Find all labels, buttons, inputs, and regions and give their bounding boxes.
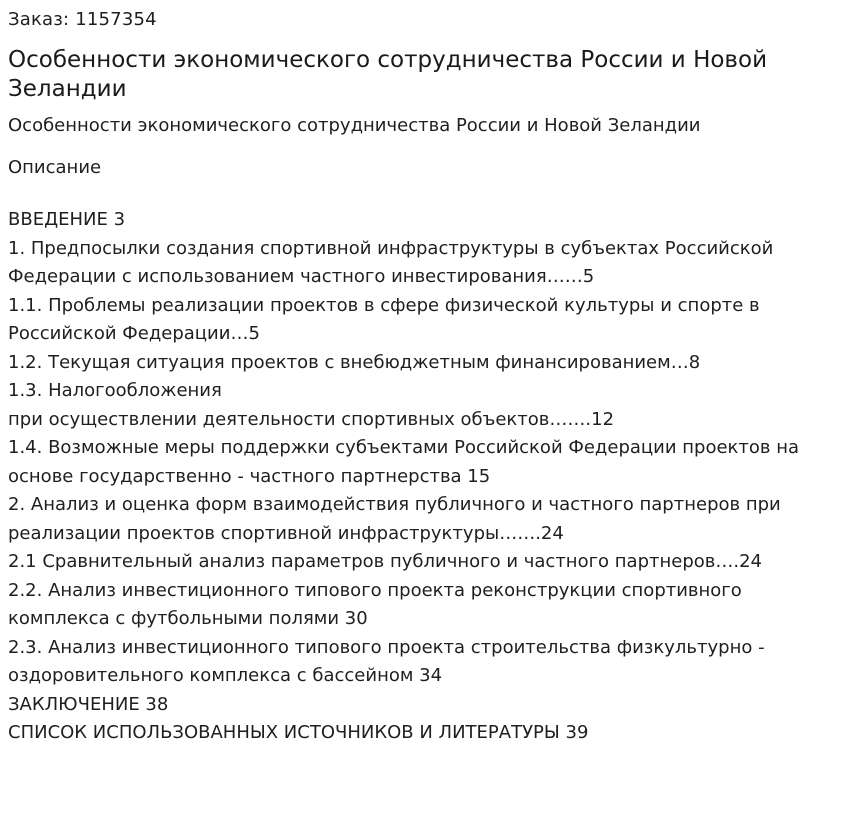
table-of-contents (8, 206, 839, 748)
toc-item: 2. Анализ и оценка форм взаимодействия публичного и частного партнеров при реализации проектов спортивной инфраструктуры…….24 (8, 494, 781, 544)
order-number: Заказ: 1157354 (8, 9, 157, 30)
description-heading: Описание (8, 157, 102, 178)
toc-item: 1. Предпосылки создания спортивной инфраструктуры в субъектах Российской Федерации с использованием частного инвестирования……5 (8, 237, 774, 287)
toc-item: 1.4. Возможные меры поддержки субъектами Российской Федерации проектов на основе государственно - частного партнерства 15 (8, 437, 800, 487)
toc-item: при осуществлении деятельности спортивных объектов…….12 (8, 408, 615, 430)
toc-item: 2.3. Анализ инвестиционного типового проекта строительства физкультурно - оздоровительного комплекса с бассейном 34 (8, 636, 765, 686)
toc-item: 2.1 Сравнительный анализ параметров публичного и частного партнеров….24 (8, 551, 763, 572)
page-subtitle: Особенности экономического сотрудничества России и Новой Зеландии (8, 115, 701, 136)
toc-item: 1.1. Проблемы реализации проектов в сфере физической культуры и спорте в Российской Федерации…5 (8, 294, 760, 344)
toc-item: ЗАКЛЮЧЕНИЕ 38 (8, 693, 169, 715)
toc-item: 1.3. Налогообложения (8, 380, 222, 401)
toc-item: ВВЕДЕНИЕ 3 (8, 209, 126, 230)
toc-item: 2.2. Анализ инвестиционного типового проекта реконструкции спортивного комплекса с футбольными полями 30 (8, 579, 742, 629)
page-title: Особенности экономического сотрудничества России и Новой Зеландии (8, 47, 768, 102)
toc-item: 1.2. Текущая ситуация проектов с внебюджетным финансированием…8 (8, 351, 701, 373)
toc-item: СПИСОК ИСПОЛЬЗОВАННЫХ ИСТОЧНИКОВ И ЛИТЕРАТУРЫ 39 (8, 722, 589, 743)
